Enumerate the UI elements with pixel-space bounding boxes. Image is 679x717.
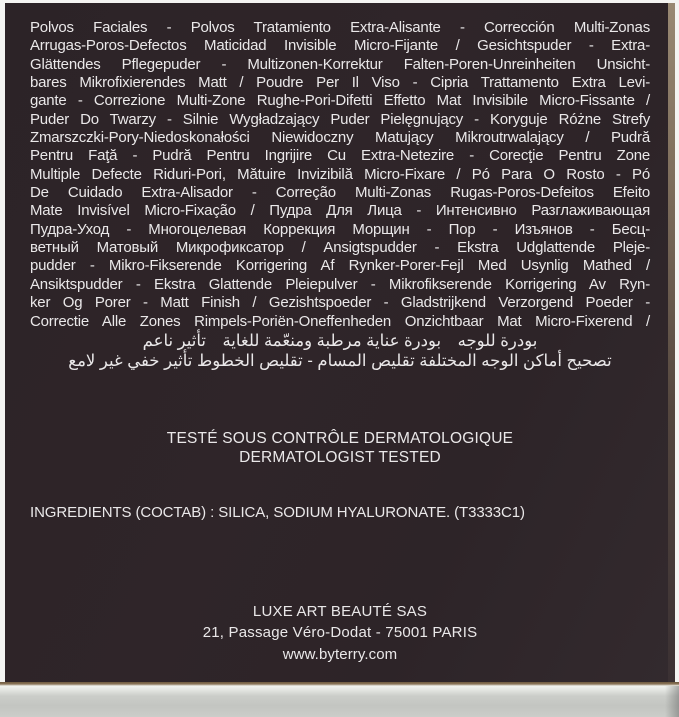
tested-line-fr: TESTÉ SOUS CONTRÔLE DERMATOLOGIQUE	[166, 430, 514, 447]
text-line: Multiple Defecte Riduri-Pori, Mătuire Invizibilă Micro-Fixare / Pó Para O Rosto - Pó	[30, 165, 650, 183]
ingredients-text: INGREDIENTS (COCTAB) : SILICA, SODIUM HYALURONATE. (T3333C1)	[30, 504, 525, 521]
text-line: Polvos Faciales - Polvos Tratamiento Extra-Alisante - Corrección Multi-Zonas	[30, 19, 650, 36]
text-line: Пудра-Уход - Многоцелевая Коррекция Морщин - Пор - Изъянов - Бесц-	[30, 220, 650, 238]
manufacturer-website: www.byterry.com	[282, 645, 398, 663]
text-line: Arrugas-Poros-Defectos Maticidad Invisible Micro-Fijante / Gesichtspuder - Extra-	[30, 37, 650, 55]
text-line: Mate Invisível Micro-Fixação / Пудра Для Лица - Интенсивно Разглаживающая	[30, 202, 650, 220]
text-line: Correctie Alle Zones Rimpels-Poriën-Oneffenheden Onzichtbaar Mat Micro-Fixerend /	[30, 312, 650, 330]
text-line: تصحيح أماكن الوجه المختلفة تقليص المسام - تقليص الخطوط تأثير خفي غير لامع	[68, 351, 612, 370]
text-line: Pentru Faţă - Pudră Pentru Ingrijire Cu Extra-Netezire - Corecţie Pentru Zone	[30, 147, 650, 165]
text-line: Ansiktspudder - Ekstra Glattende Pleiepulver - Mikrofikserende Korrigering Av Ryn-	[30, 275, 650, 293]
manufacturer-name: LUXE ART BEAUTÉ SAS	[252, 603, 428, 620]
text-line: ker Og Porer - Matt Finish / Gezishtspoeder - Gladstrijkend Verzorgend Poeder -	[30, 294, 650, 312]
text-line: بودرة للوجه بودرة عناية مرطبة ومنعّمة للغاية تأثير ناعم	[142, 331, 538, 350]
box-bottom-edge	[0, 682, 679, 717]
multilingual-description	[30, 19, 650, 371]
manufacturer-block	[5, 601, 675, 665]
text-line: Zmarszczki-Pory-Niedoskonałości Niewidoczny Matujący Mikroutrwalający / Pudră	[30, 129, 650, 147]
text-line: De Cuidado Extra-Alisador - Correção Multi-Zonas Rugas-Poros-Defeitos Efeito	[30, 184, 650, 202]
text-line: bares Mikrofixierendes Matt / Poudre Per Il Viso - Cipria Trattamento Extra Levi-	[30, 74, 650, 92]
text-line: Glättendes Pflegepuder - Multizonen-Korrektur Falten-Poren-Unreinheiten Unsicht-	[30, 55, 650, 73]
box-front-panel	[5, 3, 675, 682]
dermatology-tested-block	[5, 429, 675, 467]
text-line: pudder - Mikro-Fikserende Korrigering Af Rynker-Porer-Fejl Med Usynlig Mathed /	[30, 257, 650, 275]
tested-line-en: DERMATOLOGIST TESTED	[239, 449, 441, 466]
text-line: gante - Correzione Multi-Zone Rughe-Pori-Difetti Effetto Mat Invisibile Micro-Fissante /	[30, 92, 650, 110]
manufacturer-address: 21, Passage Véro-Dodat - 75001 PARIS	[202, 624, 478, 642]
text-line: Puder Do Twarzy - Silnie Wygładzający Puder Pielęgnujący - Koryguje Różne Strefy	[30, 110, 650, 128]
description-arabic-lines	[30, 331, 650, 371]
description-latin-lines	[30, 19, 650, 331]
text-line: ветный Матовый Микрофиксатор / Ansigtspudder - Ekstra Udglattende Pleje-	[30, 239, 650, 257]
box-right-edge	[668, 3, 675, 682]
